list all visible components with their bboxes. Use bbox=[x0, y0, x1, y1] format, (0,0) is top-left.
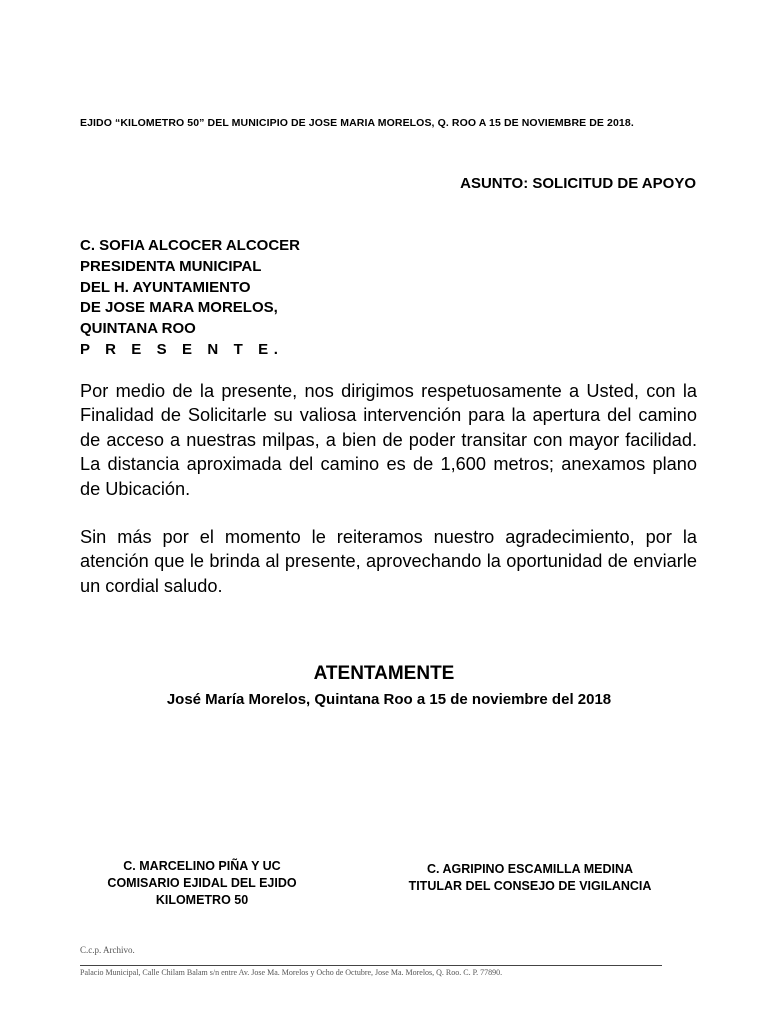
header-line: EJIDO “KILOMETRO 50” DEL MUNICIPIO DE JOSE MARIA MORELOS, Q. ROO A 15 DE NOVIEMBRE DE 2018. bbox=[80, 117, 634, 129]
addressee-name: C. SOFIA ALCOCER ALCOCER bbox=[80, 237, 300, 254]
addressee-block bbox=[80, 236, 300, 361]
closing-salutation: ATENTAMENTE bbox=[313, 663, 455, 684]
addressee-municipality: DE JOSE MARA MORELOS, bbox=[80, 299, 278, 317]
footer-address: Palacio Municipal, Calle Chilam Balam s/n entre Av. Jose Ma. Morelos y Ocho de Octubre, Jose Ma. Morelos, Q. Roo. C. P. 77890. bbox=[80, 968, 503, 977]
signatory-right-title: TITULAR DEL CONSEJO DE VIGILANCIA bbox=[408, 879, 652, 894]
subject-line: ASUNTO: SOLICITUD DE APOYO bbox=[460, 175, 696, 192]
signatory-right bbox=[380, 861, 680, 895]
addressee-state: QUINTANA ROO bbox=[80, 320, 196, 338]
signatory-right-name: C. AGRIPINO ESCAMILLA MEDINA bbox=[426, 862, 634, 876]
body-paragraph-2: Sin más por el momento le reiteramos nuestro agradecimiento, por la atención que le brinda al presente, aprovechando la oportunidad de enviarle un cordial saludo. bbox=[80, 527, 697, 596]
ccp-note: C.c.p. Archivo. bbox=[80, 945, 135, 955]
signatory-left bbox=[72, 858, 332, 910]
signatory-left-title-cont: KILOMETRO 50 bbox=[155, 893, 249, 908]
footer-divider bbox=[80, 965, 662, 966]
body-paragraph-1: Por medio de la presente, nos dirigimos respetuosamente a Usted, con la Finalidad de Solicitarle su valiosa intervención para la apertura del camino de acceso a nuestras milpas, a bien de poder transitar con mayor facilidad. La distancia aproximada del camino es de 1,600 metros; anexamos plano de Ubicación. bbox=[80, 381, 697, 499]
addressee-institution: DEL H. AYUNTAMIENTO bbox=[80, 278, 251, 296]
signatory-left-name: C. MARCELINO PIÑA Y UC bbox=[123, 859, 281, 873]
addressee-presente: P R E S E N T E. bbox=[80, 340, 284, 358]
place-date: José María Morelos, Quintana Roo a 15 de noviembre del 2018 bbox=[166, 691, 612, 708]
signatory-left-title: COMISARIO EJIDAL DEL EJIDO bbox=[107, 876, 297, 891]
addressee-title: PRESIDENTA MUNICIPAL bbox=[80, 257, 262, 275]
